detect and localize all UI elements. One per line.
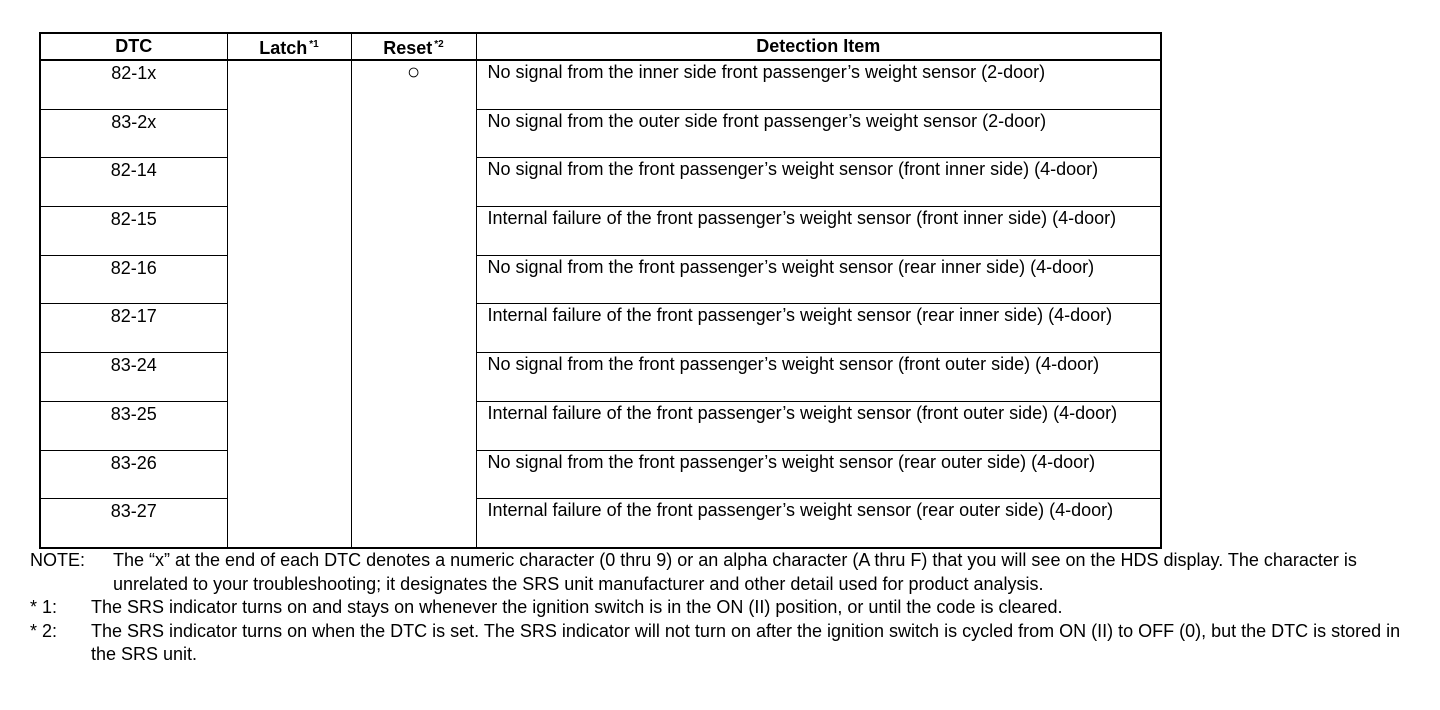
table-row xyxy=(40,255,1161,304)
note-general xyxy=(30,549,1430,596)
detection-item: No signal from the front passenger’s weight sensor (front outer side) (4-door) xyxy=(476,353,1161,402)
reset-circle-mark: ○ xyxy=(406,59,421,84)
dtc-code: 82-14 xyxy=(40,158,227,207)
dtc-code: 83-2x xyxy=(40,109,227,158)
table-row xyxy=(40,60,1161,109)
detection-item: Internal failure of the front passenger’s weight sensor (rear outer side) (4-door) xyxy=(476,499,1161,548)
footnote-2 xyxy=(30,620,1430,667)
header-detection-item: Detection Item xyxy=(476,33,1161,60)
footnote-1-label: * 1: xyxy=(30,597,58,617)
detection-item: No signal from the outer side front passenger’s weight sensor (2-door) xyxy=(476,109,1161,158)
table-row xyxy=(40,499,1161,548)
latch-cell xyxy=(227,60,351,548)
table-row xyxy=(40,353,1161,402)
table-row xyxy=(40,304,1161,353)
detection-item: No signal from the front passenger’s weight sensor (rear outer side) (4-door) xyxy=(476,450,1161,499)
dtc-code: 82-15 xyxy=(40,207,227,256)
latch-footnote-ref: *1 xyxy=(309,39,319,50)
header-latch: Latch $^{*1}$ xyxy=(227,33,351,60)
dtc-code: 82-1x xyxy=(40,60,227,109)
dtc-code: 82-17 xyxy=(40,304,227,353)
header-reset: Reset $^{*2}$ xyxy=(351,33,476,60)
table-row xyxy=(40,207,1161,256)
detection-item: Internal failure of the front passenger’s weight sensor (rear inner side) (4-door) xyxy=(476,304,1161,353)
reset-footnote-ref: *2 xyxy=(434,39,444,50)
table-row xyxy=(40,401,1161,450)
footnote-1-text: The SRS indicator turns on and stays on whenever the ignition switch is in the ON (II) position, or until the code is cleared. xyxy=(91,597,1063,617)
notes-section xyxy=(30,549,1430,667)
detection-item: Internal failure of the front passenger’s weight sensor (front outer side) (4-door) xyxy=(476,401,1161,450)
detection-item: No signal from the front passenger’s weight sensor (front inner side) (4-door) xyxy=(476,158,1161,207)
header-dtc: DTC xyxy=(40,33,227,60)
dtc-code: 83-27 xyxy=(40,499,227,548)
detection-item: Internal failure of the front passenger’s weight sensor (front inner side) (4-door) xyxy=(476,207,1161,256)
note-text: The “x” at the end of each DTC denotes a numeric character (0 thru 9) or an alpha character (A thru F) that you will see on the HDS display. The character is unrelated to your troubleshooting; it designates the SRS unit manufacturer and other detail used for product analysis. xyxy=(113,550,1357,594)
dtc-code: 83-25 xyxy=(40,401,227,450)
table-row xyxy=(40,158,1161,207)
header-row xyxy=(40,33,1161,60)
footnote-2-text: The SRS indicator turns on when the DTC is set. The SRS indicator will not turn on after the ignition switch is cycled from ON (II) to OFF (0), but the DTC is stored in the SRS unit. xyxy=(91,620,1401,664)
footnote-1 xyxy=(30,596,1430,620)
table-row xyxy=(40,109,1161,158)
table-row xyxy=(40,450,1161,499)
dtc-code: 83-26 xyxy=(40,450,227,499)
footnote-2-label: * 2: xyxy=(30,620,58,641)
note-label: NOTE: xyxy=(30,550,86,570)
dtc-table xyxy=(39,32,1162,549)
reset-cell xyxy=(351,60,476,548)
detection-item: No signal from the inner side front passenger’s weight sensor (2-door) xyxy=(476,60,1161,109)
dtc-code: 83-24 xyxy=(40,353,227,402)
detection-item: No signal from the front passenger’s weight sensor (rear inner side) (4-door) xyxy=(476,255,1161,304)
dtc-code: 82-16 xyxy=(40,255,227,304)
